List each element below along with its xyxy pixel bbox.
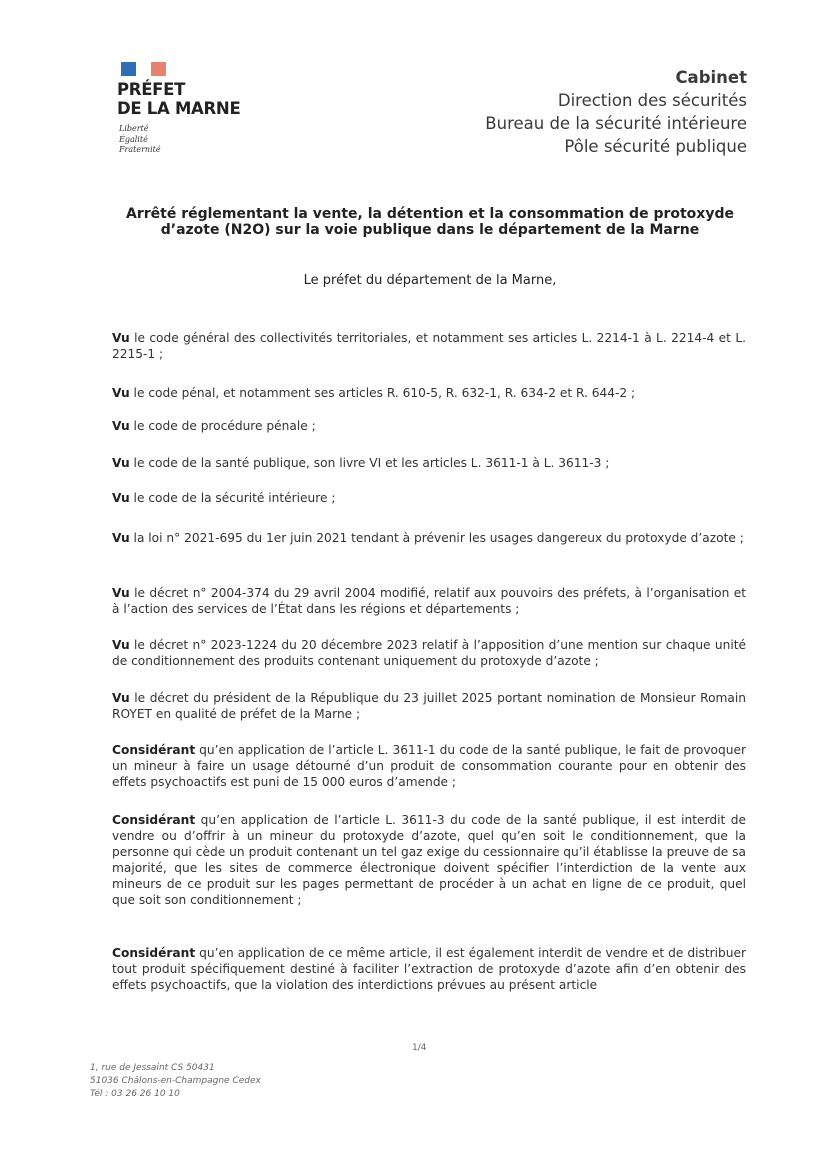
prefet-heading: Le préfet du département de la Marne,	[303, 273, 557, 288]
paragraph-lead: Vu	[112, 638, 130, 652]
service-header	[485, 66, 747, 158]
page-number: 1/4	[412, 1043, 427, 1053]
paragraph-text: le code de procédure pénale ;	[129, 419, 316, 433]
paragraph	[112, 418, 746, 434]
paragraph-text: qu’en application de ce même article, il est également interdit de vendre et de distribuer tout produit spécifiquement destiné à faciliter l’extraction de protoxyde d’azote afin d’en obtenir des effets psychoactifs, que la violation des interdictions prévues au présent article	[112, 946, 746, 992]
title-line-1: Arrêté réglementant la vente, la détention et la consommation de protoxyde	[126, 206, 734, 222]
paragraph	[112, 490, 746, 506]
paragraph-lead: Vu	[112, 386, 130, 400]
prefecture-logo-name	[117, 80, 240, 118]
paragraph-lead: Vu	[112, 456, 130, 470]
paragraph-lead: Vu	[112, 586, 130, 600]
paragraph-lead: Vu	[112, 491, 130, 505]
title-line-2: d’azote (N2O) sur la voie publique dans le département de la Marne	[160, 222, 700, 238]
paragraph	[112, 945, 746, 993]
paragraph-lead: Considérant	[112, 946, 196, 960]
paragraph-lead: Considérant	[112, 743, 196, 757]
motto-fraternite: Fraternité	[119, 145, 161, 154]
document-title	[110, 206, 750, 238]
paragraph-text: le décret n° 2023-1224 du 20 décembre 2023 relatif à l’apposition d’une mention sur chaque unité de conditionnement des produits contenant uniquement du protoxyde d’azote ;	[112, 638, 746, 668]
republique-flag-logo	[121, 62, 166, 76]
paragraph-text: le décret n° 2004-374 du 29 avril 2004 modifié, relatif aux pouvoirs des préfets, à l’organisation et à l’action des services de l’État dans les régions et départements ;	[112, 586, 746, 616]
paragraph	[112, 690, 746, 722]
paragraph-lead: Vu	[112, 531, 130, 545]
paragraph	[112, 637, 746, 669]
logo-line-2: DE LA MARNE	[117, 99, 241, 118]
address-phone: Tél : 03 26 26 10 10	[90, 1089, 180, 1099]
logo-line-1: PRÉFET	[117, 80, 186, 99]
paragraph	[112, 585, 746, 617]
service-line: Cabinet	[675, 68, 747, 87]
paragraph	[112, 455, 746, 471]
paragraph-text: le code général des collectivités territoriales, et notamment ses articles L. 2214-1 à L. 2214-4 et L. 2215-1 ;	[112, 331, 746, 361]
paragraph-text: le code de la santé publique, son livre VI et les articles L. 3611-1 à L. 3611-3 ;	[129, 456, 610, 470]
paragraph-lead: Vu	[112, 331, 130, 345]
motto-liberte: Liberté	[119, 124, 149, 133]
paragraph	[112, 812, 746, 908]
paragraph	[112, 530, 746, 546]
address	[90, 1062, 261, 1101]
paragraph-text: le décret du président de la République du 23 juillet 2025 portant nomination de Monsieur Romain ROYET en qualité de préfet de la Marne ;	[112, 691, 746, 721]
paragraph-text: qu’en application de l’article L. 3611-3 du code de la santé publique, il est interdit de vendre ou d’offrir à un mineur du protoxyde d’azote, quel qu’en soit le conditionnement, que la personne qui cède un produit contenant un tel gaz exige du cessionnaire qu’il établisse la preuve de sa majorité, que les sites de commerce électronique doivent spécifier l’interdiction de la vente aux mineurs de ce produit sur les pages permettant de procéder à un achat en ligne de ce produit, quel que soit son conditionnement ;	[112, 813, 746, 907]
paragraph-text: la loi n° 2021-695 du 1er juin 2021 tendant à prévenir les usages dangereux du protoxyde d’azote ;	[129, 531, 744, 545]
motto	[119, 124, 161, 156]
service-line: Pôle sécurité publique	[564, 137, 747, 156]
paragraph-text: le code de la sécurité intérieure ;	[129, 491, 336, 505]
address-line: 1, rue de Jessaint CS 50431	[90, 1063, 215, 1073]
paragraph	[112, 742, 746, 790]
paragraph-lead: Vu	[112, 691, 130, 705]
paragraph-text: qu’en application de l’article L. 3611-1 du code de la santé publique, le fait de provoquer un mineur à faire un usage détourné d’un produit de consommation courante pour en obtenir des effets psychoactifs est puni de 15 000 euros d’amende ;	[112, 743, 746, 789]
service-line: Bureau de la sécurité intérieure	[485, 114, 747, 133]
paragraph-text: le code pénal, et notamment ses articles R. 610-5, R. 632-1, R. 634-2 et R. 644-2 ;	[129, 386, 636, 400]
paragraph	[112, 330, 746, 362]
motto-egalite: Égalité	[119, 134, 148, 144]
paragraph-lead: Considérant	[112, 813, 196, 827]
paragraph	[112, 385, 746, 401]
paragraph-lead: Vu	[112, 419, 130, 433]
address-line: 51036 Châlons-en-Champagne Cedex	[90, 1076, 261, 1086]
service-line: Direction des sécurités	[557, 91, 747, 110]
